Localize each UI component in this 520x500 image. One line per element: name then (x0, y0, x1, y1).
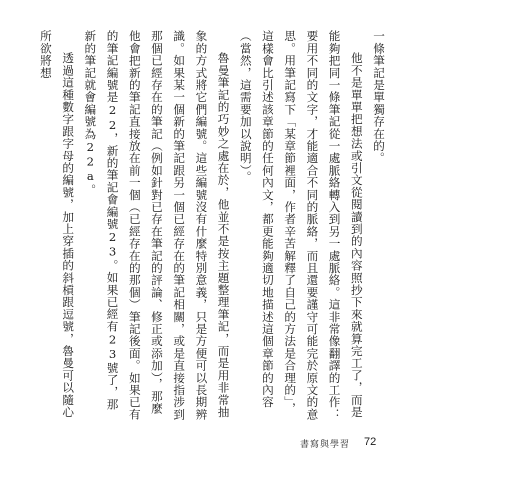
running-title: 書寫與學習 (300, 440, 351, 450)
paragraph-1: 一條筆記是單獨存在的。 (372, 30, 386, 165)
paragraph-4: 透過這種數字跟字母的編號，加上穿插的斜槓跟逗號，魯曼可以隨心所欲將想 (38, 30, 76, 419)
page-footer (300, 436, 440, 452)
paragraph-3: 魯曼筆記的巧妙之處在於，他並不是按主題整理筆記，而是用非常抽象的方式將它們編號。這些編號沒有什麼特別意義，只是方便可以長期辨識。如果某一個新的筆記跟另一個已經存在的筆記相關，或是直接指涉到那個已經存在的筆記（例如針對已存在筆記的評論、修正或添加），那麼他會把新的筆記直接放在前一個（已經存在的那個）筆記後面。如果已有的筆記編號是22，新的筆記會編號23。如果已經有23號了，那新的筆記就會編號為22a。 (83, 30, 231, 421)
paragraph-2: 他不是單單把想法或引文從閱讀到的內容照抄下來就算完工了，而是能夠把同一條筆記從一處脈絡轉入到另一處脈絡。這非常像翻譯的工作：要用不同的文字，才能適合不同的脈絡，而且還要謹守可能完於原文的意思。用筆記寫下「某章節裡面，作者辛苦解釋了自己的方法是合理的」，這樣會比引述該章節的任何內文，都更能夠適切地描述這個章節的內容（當然，這需要加以說明）。 (238, 30, 364, 421)
body-text (35, 30, 390, 422)
page-number: 72 (364, 436, 377, 448)
